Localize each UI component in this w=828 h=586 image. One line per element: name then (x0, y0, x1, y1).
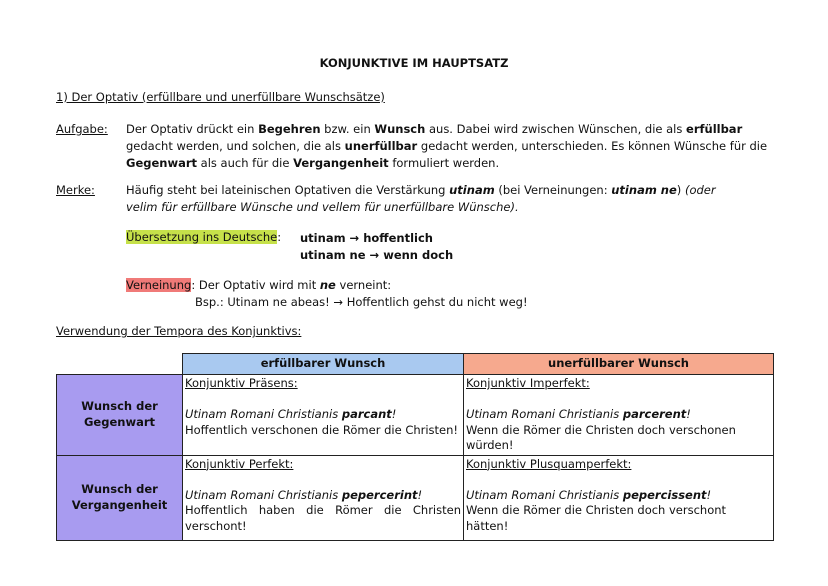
uebersetzung-line-1: utinam → hoffentlich (300, 231, 433, 245)
verneinung-example: Bsp.: Utinam ne abeas! → Hoffentlich gehst du nicht weg! (195, 295, 528, 309)
uebersetzung-label: Übersetzung ins Deutsche: (126, 230, 282, 244)
aufgabe-text: Der Optativ drückt ein Begehren bzw. ein Wunsch aus. Dabei wird zwischen Wünschen, die als erfüllbar gedacht werden, und solchen, die als unerfüllbar gedacht werden, unterschieden. Es können Wünsche für die Gegenwart als auch für die Vergangenheit formuliert werden. (126, 122, 768, 170)
uebersetzung-line-2: utinam ne → wenn doch (300, 248, 454, 262)
table-row (57, 455, 774, 540)
page-title: KONJUNKTIVE IM HAUPTSATZ (319, 56, 509, 70)
verneinung-line: Verneinung: Der Optativ wird mit ne verneint: (126, 278, 392, 292)
table-header-row (57, 354, 774, 375)
header-erfuellbar: erfüllbarer Wunsch (183, 354, 464, 375)
table-row (57, 375, 774, 456)
cell-plusquamperfekt: Konjunktiv Plusquamperfekt: Utinam Romani Christianis pepercissent! Wenn die Römer die Christen doch verschont hätten! (464, 455, 774, 540)
cell-imperfekt: Konjunktiv Imperfekt: Utinam Romani Christianis parcerent! Wenn die Römer die Christen doch verschonen würden! (464, 375, 774, 456)
merke-label: Merke: (56, 183, 95, 197)
cell-praesens: Konjunktiv Präsens: Utinam Romani Christianis parcant! Hoffentlich verschonen die Römer die Christen! (183, 375, 464, 456)
cell-perfekt: Konjunktiv Perfekt: Utinam Romani Christianis pepercerint! Hoffentlich haben die Römer die Christen verschont! (183, 455, 464, 540)
section-heading-optativ: 1) Der Optativ (erfüllbare und unerfüllbare Wunschsätze) (56, 90, 385, 104)
section-heading-tempora: Verwendung der Tempora des Konjunktivs: (56, 324, 302, 338)
table-corner-cell (57, 354, 183, 375)
merke-text: Häufig steht bei lateinischen Optativen die Verstärkung utinam (bei Verneinungen: utinam ne) (oder velim für erfüllbare Wünsche und vellem für unerfüllbare Wünsche). (126, 183, 716, 214)
tempora-table (56, 353, 774, 541)
uebersetzung-lines (300, 230, 453, 264)
verneinung-block (126, 277, 528, 311)
header-unerfuellbar: unerfüllbarer Wunsch (464, 354, 774, 375)
row-head-vergangenheit: Wunsch der Vergangenheit (57, 455, 183, 540)
row-head-gegenwart: Wunsch der Gegenwart (57, 375, 183, 456)
aufgabe-label: Aufgabe: (56, 122, 108, 136)
